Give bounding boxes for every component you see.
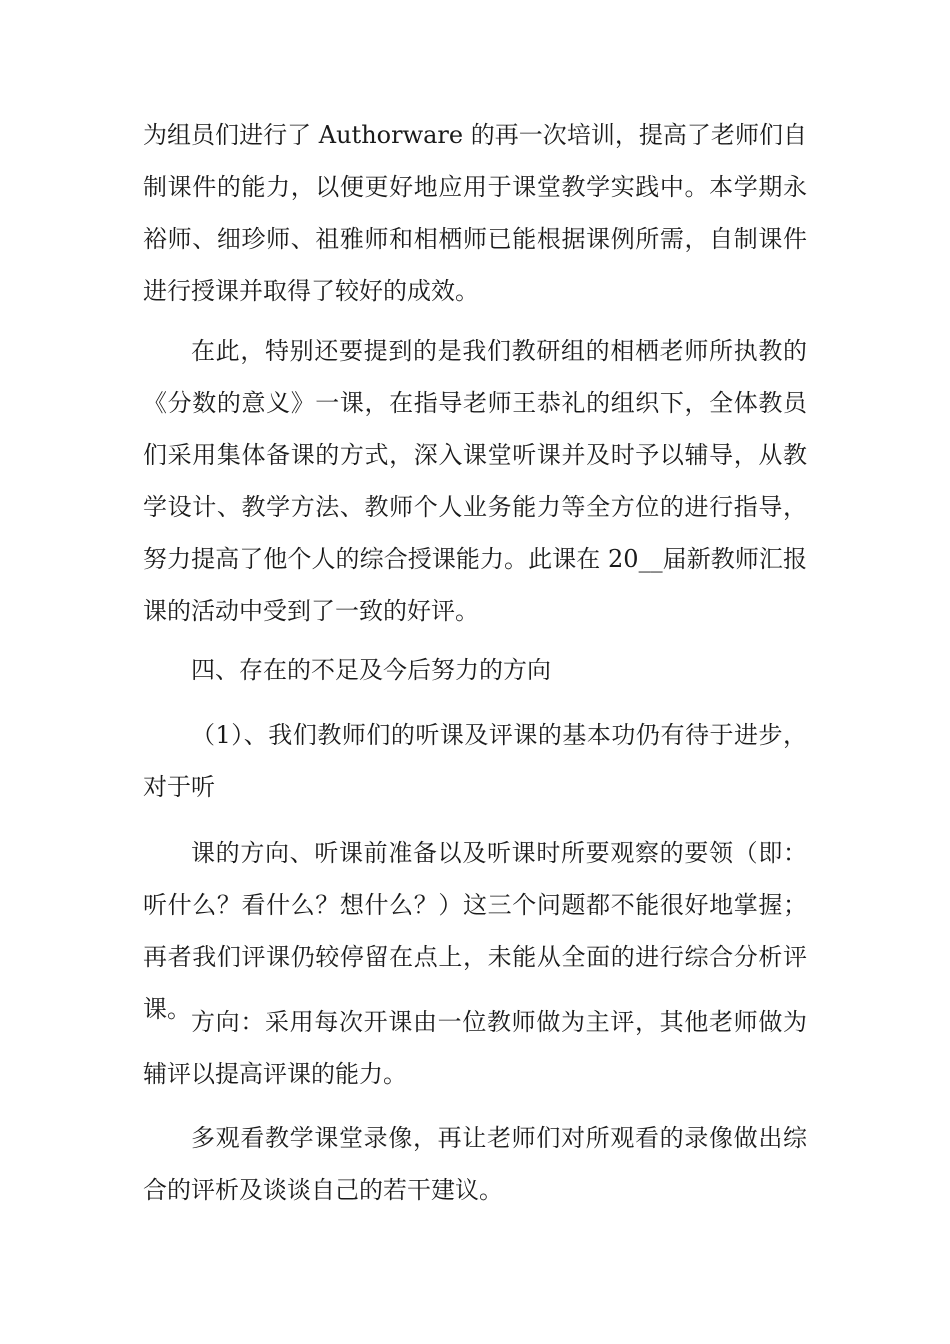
paragraph-lesson-highlight: 在此，特别还要提到的是我们教研组的相栖老师所执教的《分数的意义》一课，在指导老师王恭礼的组织下，全体教员们采用集体备课的方式，深入课堂听课并及时予以辅导，从教学设计、教学方法、教师个人业务能力等全方位的进行指导，努力提高了他个人的综合授课能力。此课在 20__届新教师汇报课的活动中受到了一致的好评。 xyxy=(143,337,807,625)
paragraph-direction: 方向：采用每次开课由一位教师做为主评，其他老师做为辅评以提高评课的能力。 xyxy=(143,1008,807,1088)
paragraph-video-review: 多观看教学课堂录像，再让老师们对所观看的录像做出综合的评析及谈谈自己的若干建议。 xyxy=(143,1124,807,1204)
paragraph-training: 为组员们进行了 Authorware 的再一次培训，提高了老师们自制课件的能力，以便更好地应用于课堂教学实践中。本学期永裕师、细珍师、祖雅师和相栖师已能根据课例所需，自制课件进行授课并取得了较好的成效。 xyxy=(143,121,807,305)
section-heading: 四、存在的不足及今后努力的方向 xyxy=(191,656,551,684)
paragraph-shortcoming-1: （1）、我们教师们的听课及评课的基本功仍有待于进步，对于听 xyxy=(143,721,807,801)
paragraph-shortcoming-detail: 课的方向、听课前准备以及听课时所要观察的要领（即：听什么？看什么？想什么？）这三个问题都不能很好地掌握；再者我们评课仍较停留在点上，未能从全面的进行综合分析评课。 xyxy=(143,839,807,1023)
